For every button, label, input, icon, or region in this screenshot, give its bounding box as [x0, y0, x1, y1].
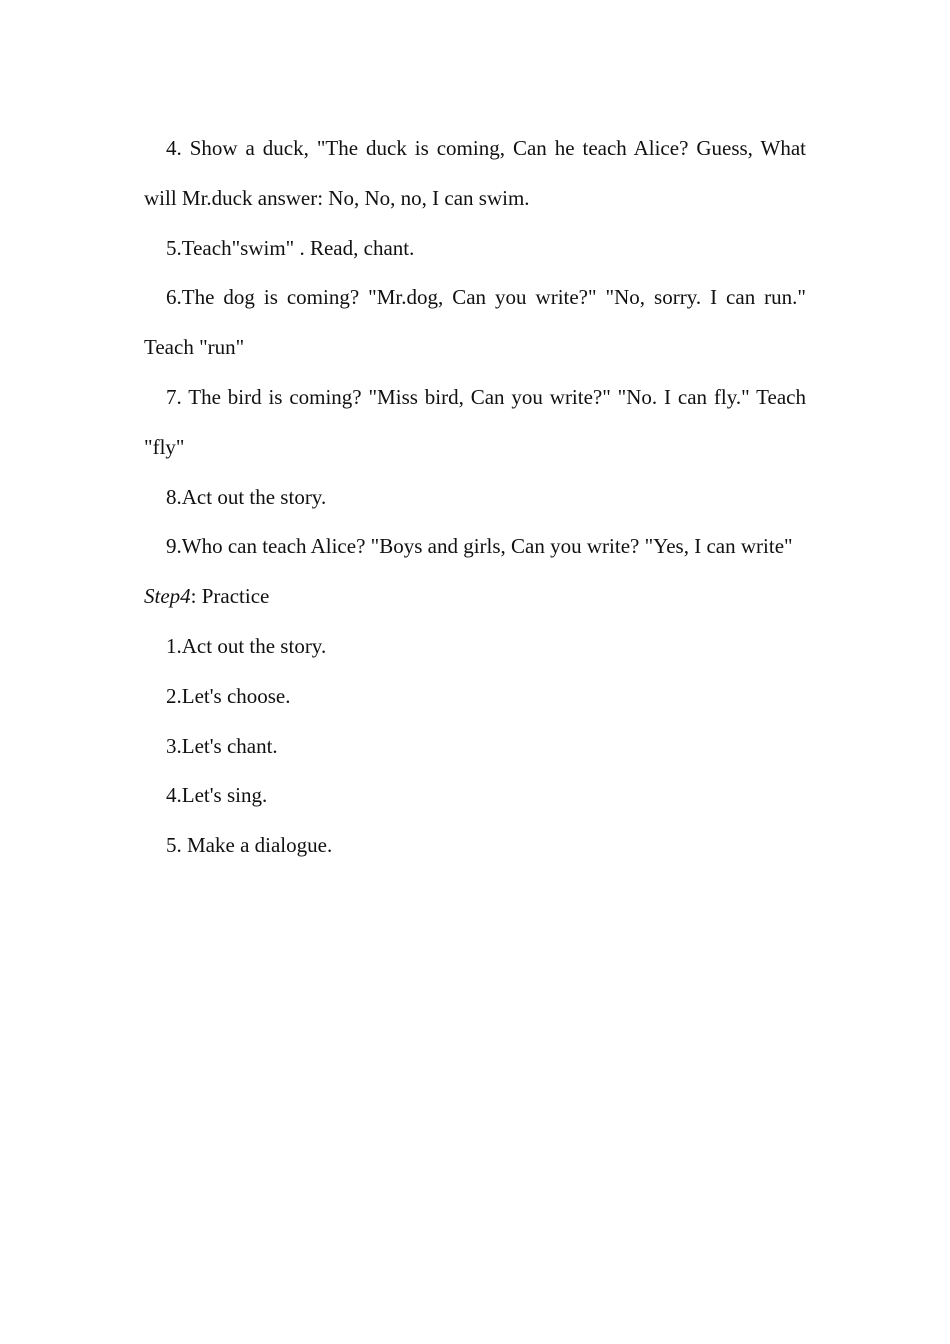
paragraph-step-5: 5.Teach"swim" . Read, chant.: [166, 235, 415, 260]
paragraph-step-8: 8.Act out the story.: [166, 484, 327, 509]
practice-item: 5. Make a dialogue.: [166, 833, 333, 858]
paragraph-step-4: 4. Show a duck, "The duck is coming, Can he teach Alice? Guess, What will Mr.duck answer: No, No, no, I can swim.: [144, 136, 806, 210]
practice-item: 2.Let's choose.: [166, 683, 291, 708]
paragraph-step-7: 7. The bird is coming? "Miss bird, Can you write?" "No. I can fly." Teach "fly": [144, 384, 806, 459]
practice-item: 4.Let's sing.: [166, 783, 268, 808]
step4-title: : Practice: [190, 584, 270, 609]
paragraph-step-9: 9.Who can teach Alice? "Boys and girls, Can you write? "Yes, I can write": [166, 534, 793, 559]
practice-item: 3.Let's chant.: [166, 733, 278, 758]
section-heading-step4: [144, 572, 806, 622]
practice-item: 1.Act out the story.: [166, 633, 327, 658]
document-page: [144, 124, 806, 871]
paragraph-step-6: 6.The dog is coming? "Mr.dog, Can you write?" "No, sorry. I can run." Teach "run": [144, 285, 806, 360]
step4-label: Step4: [144, 584, 191, 609]
